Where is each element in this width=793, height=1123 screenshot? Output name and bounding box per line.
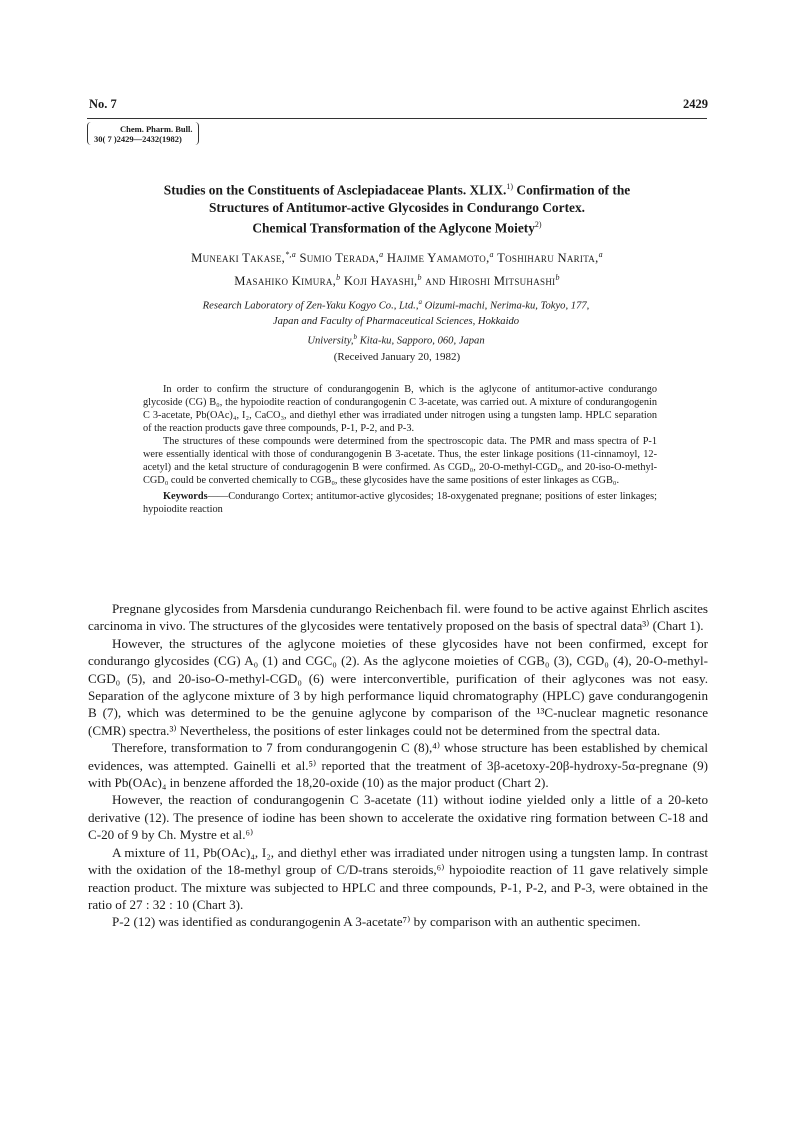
affiliation-text: Oizumi-machi, Nerima-ku, Tokyo, 177, <box>421 300 590 312</box>
author: Muneaki Takase, <box>191 251 286 266</box>
body-paragraph: A mixture of 11, Pb(OAc)₄, I₂, and diethyl ether was irradiated under nitrogen using a tungsten lamp. In contrast with the oxidation of the 18-methyl group of C/D-trans steroids,⁶⁾ hypoiodite reaction of 11 gave relatively simple reaction product. The mixture was subjected to HPLC and three compounds, P-1, P-2, and P-3, were obtained in the ratio of 27 : 32 : 10 (Chart 3). <box>88 844 708 912</box>
author-affil-mark: b <box>417 273 422 283</box>
affiliation-mark: a <box>418 298 422 306</box>
running-header-left: No. 7 <box>89 97 117 111</box>
title-ref-1: 1) <box>506 182 514 191</box>
author: Toshiharu Narita, <box>497 251 599 266</box>
author-affil-mark: b <box>336 273 341 283</box>
affiliations <box>118 295 674 349</box>
author: Masahiko Kimura, <box>234 274 337 289</box>
author: Hajime Yamamoto, <box>386 251 490 266</box>
body-paragraph: However, the reaction of condurangogenin C 3-acetate (11) without iodine yielded only a little of a 20-keto derivative (12). The presence of iodine has been shown to accelerate the oxidative ring formation between C-18 and C-20 of 9 by Ch. Mystre et al.⁶⁾ <box>88 792 708 843</box>
article-title <box>100 178 694 237</box>
author-affil-mark: a <box>489 250 494 259</box>
title-line-3: Chemical Transformation of the Aglycone Moiety <box>252 220 535 236</box>
affiliation-text: University, <box>307 335 354 347</box>
keywords <box>143 490 657 516</box>
body-paragraph: P-2 (12) was identified as condurangogenin A 3-acetate⁷⁾ by comparison with an authentic specimen. <box>112 914 641 930</box>
affiliation-text: Kita-ku, Sapporo, 060, Japan <box>357 335 485 347</box>
running-header-page-number: 2429 <box>683 97 708 111</box>
citation-journal: Chem. Pharm. Bull. <box>120 124 193 134</box>
keywords-label: Keywords <box>163 491 208 502</box>
abstract <box>143 383 657 516</box>
author-affil-mark: b <box>555 273 560 283</box>
abstract-paragraph: The structures of these compounds were determined from the spectroscopic data. The PMR and mass spectra of P-1 were essentially identical with those of condurangogenin B 3-acetate. Thus, the ester linkage positions (11-cinnamoyl, 12-acetyl) and the ketal structure of conduragogenin B were confirmed. As CGD₀, 20-O-methyl-CGD₀, and 20-iso-O-methyl-CGD₀ could be converted chemically to CGB₀, these glycosides have the same positions of ester linkages as CGB₀. <box>143 436 657 486</box>
abstract-paragraph: In order to confirm the structure of condurangogenin B, which is the aglycone of antitumor-active condurango glycoside (CG) B₀, the hypoiodite reaction of condurangogenin C 3-acetate, was carried out. A mixture of condurangogenin C 3-acetate, Pb(OAc)₄, I₂, CaCO₃, and diethyl ether was irradiated under nitrogen using a tungsten lamp. HPLC separation of the reaction products gave three compounds, P-1, P-2, and P-3. <box>143 384 657 434</box>
header-rule <box>87 118 707 119</box>
citation-volume: 30( 7 )2429—2432(1982) <box>94 134 182 144</box>
title-ref-2: 2) <box>534 220 542 230</box>
author-affil-mark: a <box>379 250 384 259</box>
keywords-text: ——Condurango Cortex; antitumor-active glycosides; 18-oxygenated pregnane; positions of ester linkages; hypoiodite reaction <box>143 491 657 515</box>
affiliation-mark: b <box>353 332 358 341</box>
author: Koji Hayashi, <box>343 274 418 289</box>
affiliation-text: Research Laboratory of Zen-Yaku Kogyo Co., Ltd., <box>202 300 419 312</box>
journal-citation <box>87 122 199 145</box>
author-list <box>100 245 694 291</box>
author-affil-mark: *,a <box>285 250 296 259</box>
author: and Hiroshi Mitsuhashi <box>425 274 556 289</box>
affiliation-text: Japan and Faculty of Pharmaceutical Sciences, Hokkaido <box>272 316 520 328</box>
title-line-1-end: Confirmation of the <box>513 182 631 198</box>
body-paragraph: Pregnane glycosides from Marsdenia cundurango Reichenbach fil. were found to be active against Ehrlich ascites carcinoma in vivo. The structures of the glycosides were tentatively proposed on the basis of spectral data³⁾ (Chart 1). <box>88 601 708 634</box>
author-affil-mark: a <box>598 250 603 259</box>
body-paragraph: However, the structures of the aglycone moieties of these glycosides have not been confirmed, except for condurango glycosides (CG) A₀ (1) and CGC₀ (2). As the aglycone moieties of CGB₀ (3), CGD₀ (4), 20-O-methyl-CGD₀ (5), and 20-iso-O-methyl-CGD₀ (6) were interconvertible, purification of their aglycones was not easy. Separation of the aglycone mixture of 3 by high performance liquid chromatography (HPLC) gave condurangogenin B (7), which was determined to be the genuine aglycone by comparison of the ¹³C-nuclear magnetic resonance (CMR) spectra.³⁾ Nevertheless, the positions of ester linkages could not be determined from the spectral data. <box>88 635 708 738</box>
author: Sumio Terada, <box>299 251 380 266</box>
received-date: (Received January 20, 1982) <box>333 351 461 363</box>
title-line-2: Structures of Antitumor-active Glycosides in Condurango Cortex. <box>208 199 586 215</box>
title-line-1: Studies on the Constituents of Asclepiadaceae Plants. XLIX. <box>163 182 507 198</box>
body-paragraph: Therefore, transformation to 7 from condurangogenin C (8),⁴⁾ whose structure has been established by chemical evidences, was attempted. Gainelli et al.⁵⁾ reported that the treatment of 3β-acetoxy-20β-hydroxy-5α-pregnane (9) with Pb(OAc)₄ in benzene afforded the 18,20-oxide (10) as the major product (Chart 2). <box>88 740 708 791</box>
body-text <box>88 600 708 931</box>
